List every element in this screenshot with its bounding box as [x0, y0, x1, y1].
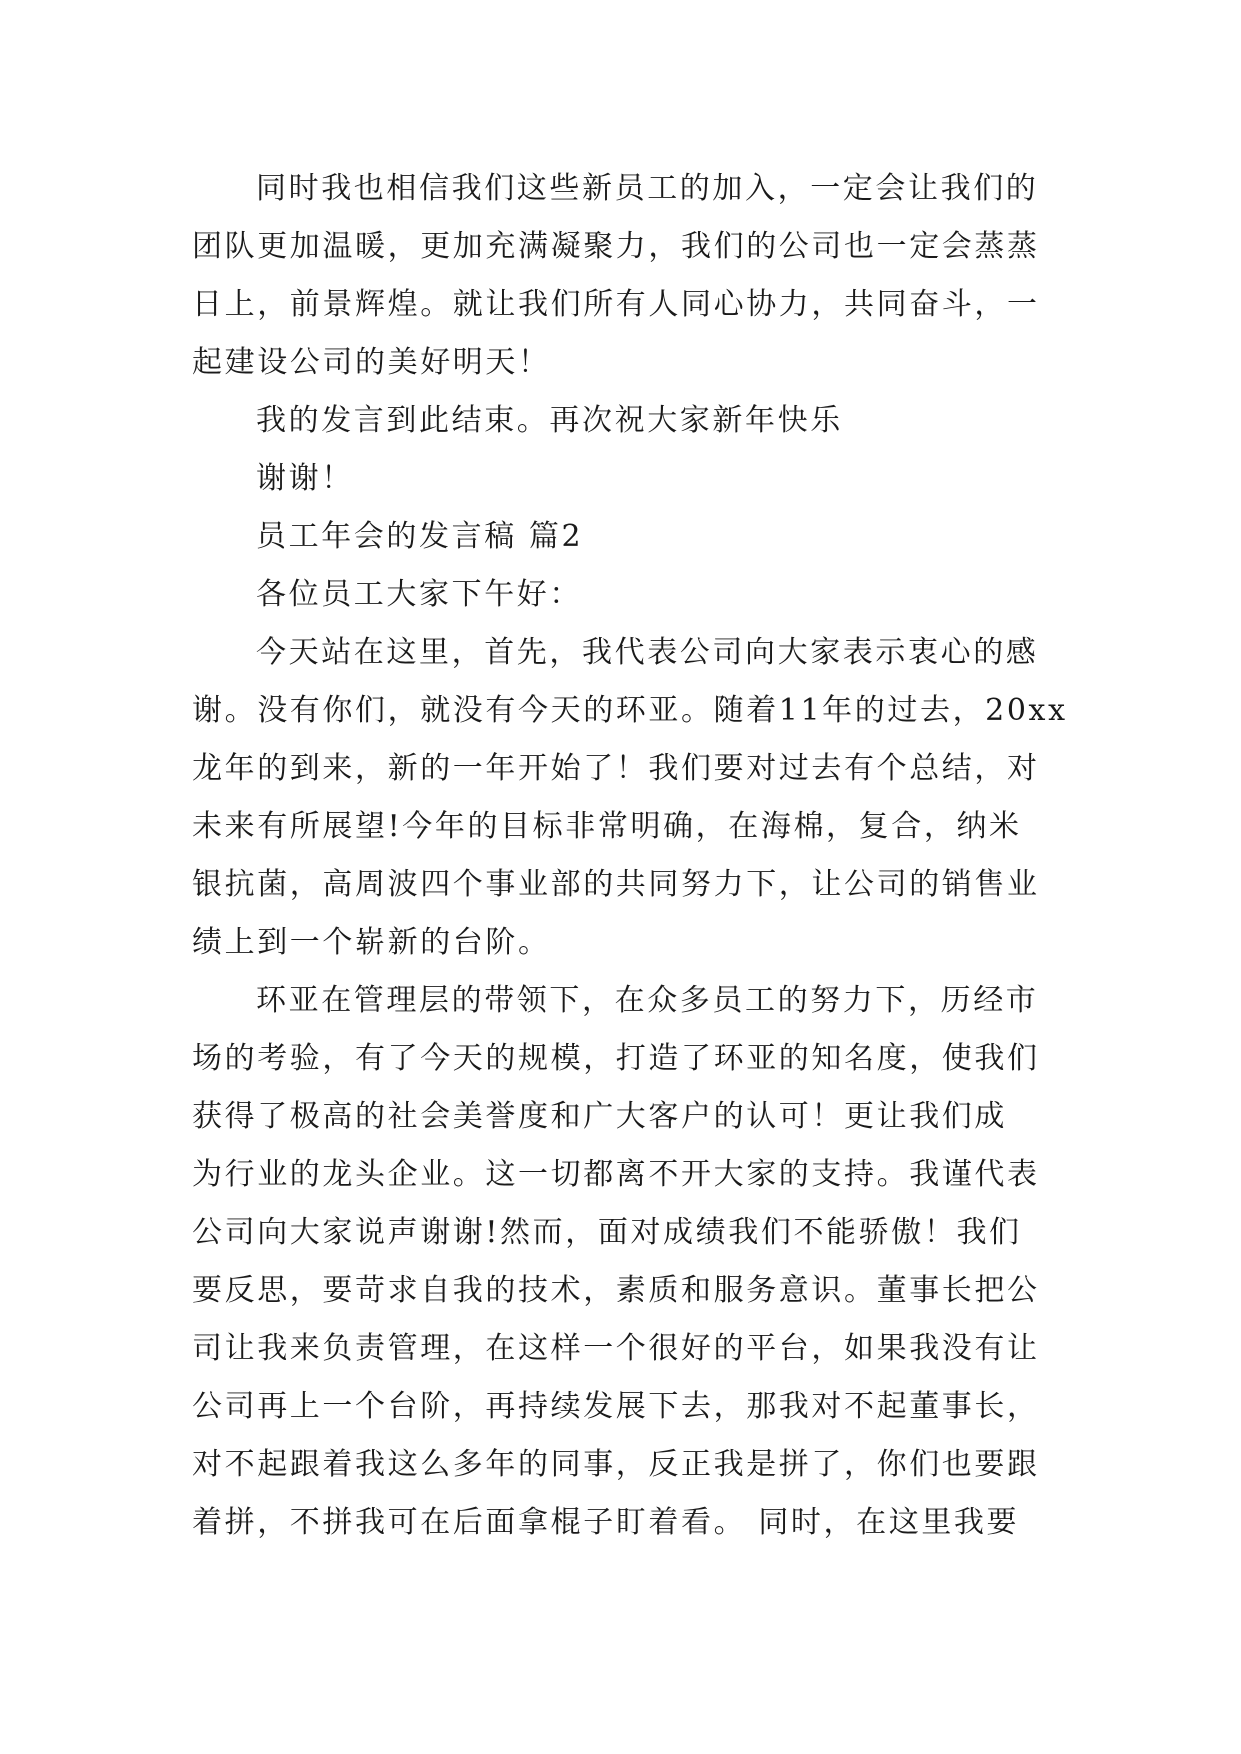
body-line: 绩上到一个崭新的台阶。: [192, 925, 551, 960]
body-line: 获得了极高的社会美誉度和广大客户的认可！更让我们成: [192, 1099, 1007, 1134]
body-line: 日上，前景辉煌。就让我们所有人同心协力，共同奋斗，一: [192, 287, 1040, 322]
body-line: 着拼，不拼我可在后面拿棍子盯着看。 同时，在这里我要: [192, 1505, 1020, 1540]
body-line: 起建设公司的美好明天！: [192, 345, 551, 380]
body-line: 场的考验，有了今天的规模，打造了环亚的知名度，使我们: [192, 1041, 1040, 1076]
body-line: 今天站在这里，首先，我代表公司向大家表示衷心的感: [256, 635, 1039, 670]
body-line: 我的发言到此结束。再次祝大家新年快乐: [256, 403, 843, 438]
body-line: 要反思，要苛求自我的技术，素质和服务意识。董事长把公: [192, 1273, 1040, 1308]
body-line: 未来有所展望!今年的目标非常明确，在海棉，复合，纳米: [192, 809, 1022, 844]
body-line: 为行业的龙头企业。这一切都离不开大家的支持。我谨代表: [192, 1157, 1040, 1192]
salutation-line: 各位员工大家下午好：: [256, 577, 582, 612]
body-line: 公司再上一个台阶，再持续发展下去，那我对不起董事长，: [192, 1389, 1040, 1424]
section-heading: 员工年会的发言稿 篇2: [256, 519, 584, 554]
body-line: 银抗菌，高周波四个事业部的共同努力下，让公司的销售业: [192, 867, 1040, 902]
body-line: 对不起跟着我这么多年的同事，反正我是拼了，你们也要跟: [192, 1447, 1040, 1482]
body-line: 同时我也相信我们这些新员工的加入，一定会让我们的: [256, 171, 1039, 206]
body-line: 公司向大家说声谢谢!然而，面对成绩我们不能骄傲！我们: [192, 1215, 1022, 1250]
body-line: 谢谢！: [256, 461, 354, 496]
body-line: 谢。没有你们，就没有今天的环亚。随着11年的过去，20xx: [192, 693, 1068, 728]
body-line: 团队更加温暖，更加充满凝聚力，我们的公司也一定会蒸蒸: [192, 229, 1040, 264]
document-body: [192, 160, 1068, 1552]
body-line: 司让我来负责管理，在这样一个很好的平台，如果我没有让: [192, 1331, 1040, 1366]
body-line: 环亚在管理层的带领下，在众多员工的努力下，历经市: [256, 983, 1039, 1018]
body-line: 龙年的到来，新的一年开始了！我们要对过去有个总结，对: [192, 751, 1040, 786]
